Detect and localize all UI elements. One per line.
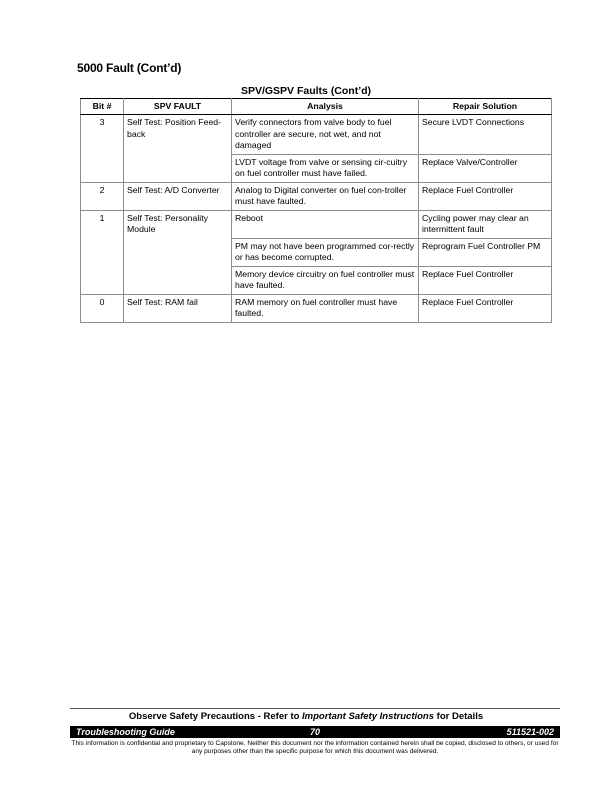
header-bit: Bit #: [81, 99, 124, 115]
bit-cell: 2: [81, 182, 124, 210]
table-row: [81, 210, 552, 238]
safety-notice-pre: Observe Safety Precautions - Refer to: [128, 711, 303, 722]
header-solution: Repair Solution: [419, 99, 552, 115]
analysis-cell: Verify connectors from valve body to fuel controller are secure, not wet, and not damaged: [232, 115, 419, 155]
guide-title: Troubleshooting Guide: [76, 727, 175, 737]
document-number: 511521-002: [506, 727, 554, 737]
analysis-cell: Memory device circuitry on fuel controller must have faulted.: [232, 266, 419, 294]
table-row: [81, 182, 552, 210]
safety-notice: [0, 711, 612, 722]
footer-bar: [70, 726, 560, 738]
analysis-cell: Reboot: [232, 210, 419, 238]
fault-cell: [124, 154, 232, 182]
spv-faults-table: [80, 98, 552, 323]
solution-cell: Reprogram Fuel Controller PM: [419, 238, 552, 266]
solution-cell: Cycling power may clear an intermittent fault: [419, 210, 552, 238]
solution-cell: Replace Fuel Controller: [419, 266, 552, 294]
bit-cell: 1: [81, 210, 124, 238]
table-row: [81, 238, 552, 266]
page-number: 70: [309, 727, 320, 737]
table-row: [81, 115, 552, 155]
bit-cell: [81, 154, 124, 182]
bit-cell: 0: [81, 294, 124, 322]
fault-cell: Self Test: A/D Converter: [124, 182, 232, 210]
fault-cell: Self Test: RAM fail: [124, 294, 232, 322]
fault-cell: Self Test: Personality Module: [124, 210, 232, 238]
header-analysis: Analysis: [232, 99, 419, 115]
header-fault: SPV FAULT: [124, 99, 232, 115]
bit-cell: [81, 266, 124, 294]
analysis-cell: LVDT voltage from valve or sensing cir-cuitry on fuel controller must have failed.: [232, 154, 419, 182]
safety-notice-post: for Details: [434, 711, 484, 722]
safety-notice-emphasis: Important Safety Instructions: [302, 711, 435, 722]
table-row: [81, 294, 552, 322]
solution-cell: Replace Fuel Controller: [419, 294, 552, 322]
table-row: [81, 266, 552, 294]
solution-cell: Replace Fuel Controller: [419, 182, 552, 210]
analysis-cell: Analog to Digital converter on fuel con-troller must have faulted.: [232, 182, 419, 210]
fault-cell: Self Test: Position Feed-back: [124, 115, 232, 155]
table-row: [81, 154, 552, 182]
solution-cell: Secure LVDT Connections: [419, 115, 552, 155]
footer-divider: [70, 708, 560, 709]
confidentiality-disclaimer: This information is confidential and proprietary to Capstone. Neither this document nor the information contained herein shall be copied, disclosed to others, or used for any purposes other than the specific purpose for which this document was delivered.: [71, 740, 559, 755]
fault-cell: [124, 266, 232, 294]
fault-cell: [124, 238, 232, 266]
bit-cell: 3: [81, 115, 124, 155]
analysis-cell: PM may not have been programmed cor-rectly or has become corrupted.: [232, 238, 419, 266]
solution-cell: Replace Valve/Controller: [419, 154, 552, 182]
table-title: SPV/GSPV Faults (Cont’d): [240, 85, 372, 97]
table-header-row: [81, 99, 552, 115]
section-title: 5000 Fault (Cont’d): [77, 61, 182, 75]
analysis-cell: RAM memory on fuel controller must have faulted.: [232, 294, 419, 322]
bit-cell: [81, 238, 124, 266]
